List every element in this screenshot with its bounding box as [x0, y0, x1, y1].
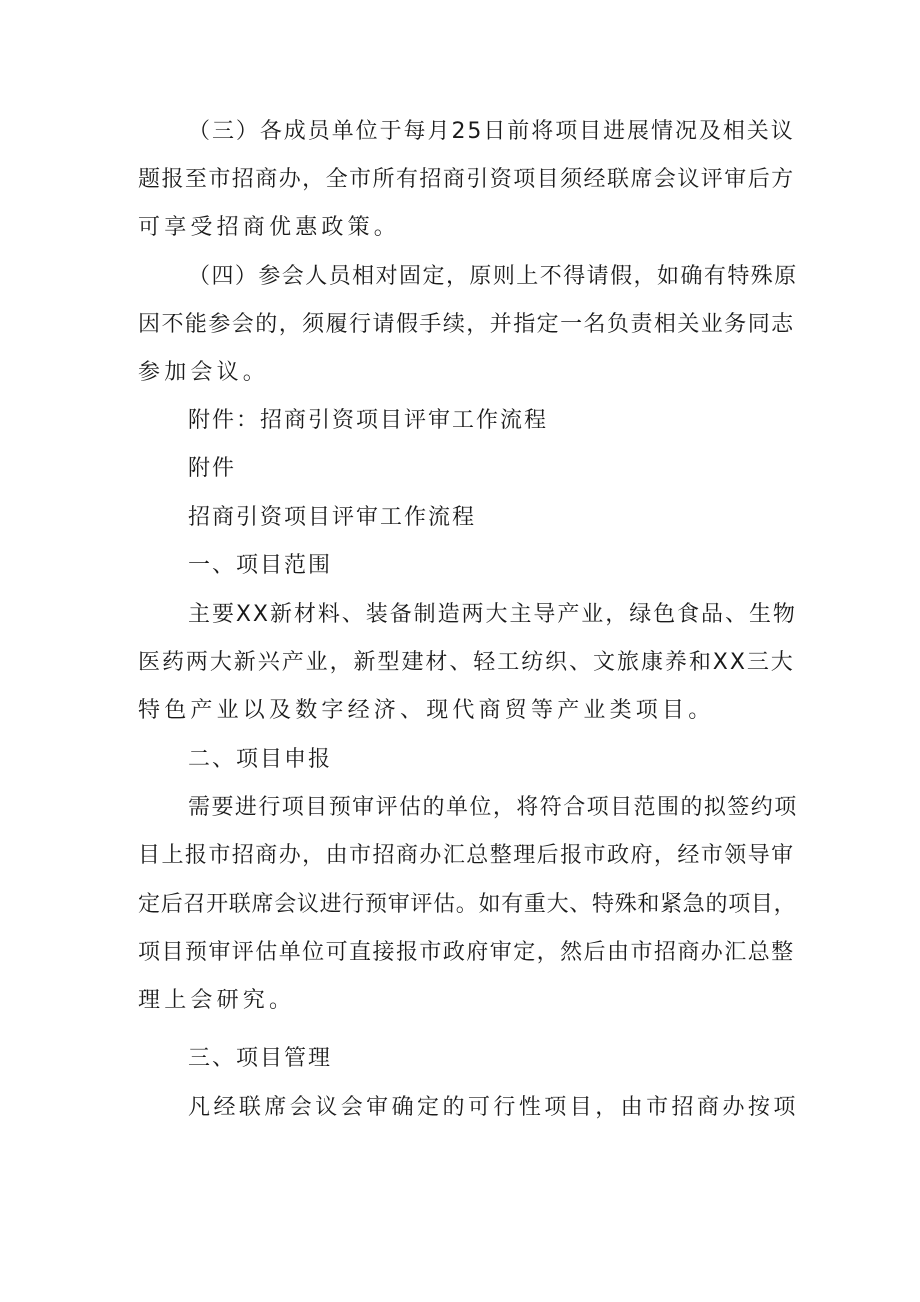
paragraph-4-line-3: 参加会议。: [138, 360, 270, 385]
section-2-line-4: 项目预审评估单位可直接报市政府审定，然后由市招商办汇总整: [138, 940, 795, 965]
section-2-line-2: 目上报市招商办，由市招商办汇总整理后报市政府，经市领导审: [138, 843, 795, 868]
section-2-line-3: 定后召开联席会议进行预审评估。如有重大、特殊和紧急的项目，: [138, 892, 797, 917]
section-3-heading: 三、项目管理: [188, 1046, 333, 1071]
paragraph-4-line-1: （四）参会人员相对固定，原则上不得请假，如确有特殊原: [188, 264, 798, 289]
paragraph-4-line-2: 因不能参会的，须履行请假手续，并指定一名负责相关业务同志: [138, 312, 795, 337]
paragraph-3-line-1: （三）各成员单位于每月25日前将项目进展情况及相关议: [188, 119, 795, 144]
section-3-line-1: 凡经联席会议会审确定的可行性项目，由市招商办按项: [188, 1095, 799, 1120]
paragraph-3-line-3: 可享受招商优惠政策。: [138, 215, 401, 240]
section-2-line-5: 理上会研究。: [138, 988, 296, 1013]
section-1-line-3: 特色产业以及数字经济、现代商贸等产业类项目。: [138, 698, 715, 723]
paragraph-3-line-2: 题报至市招商办，全市所有招商引资项目须经联席会议评审后方: [138, 167, 795, 192]
section-2-line-1: 需要进行项目预审评估的单位，将符合项目范围的拟签约项: [188, 795, 798, 820]
section-1-line-2: 医药两大新兴产业，新型建材、轻工纺织、文旅康养和XX三大: [138, 650, 795, 675]
section-2-heading: 二、项目申报: [188, 747, 333, 772]
section-1-heading: 一、项目范围: [188, 553, 333, 578]
attachment-label: 附件: [188, 456, 237, 481]
attachment-title: 招商引资项目评审工作流程: [188, 505, 477, 530]
section-1-line-1: 主要XX新材料、装备制造两大主导产业，绿色食品、生物: [188, 602, 797, 627]
attachment-note: 附件：招商引资项目评审工作流程: [188, 408, 549, 433]
